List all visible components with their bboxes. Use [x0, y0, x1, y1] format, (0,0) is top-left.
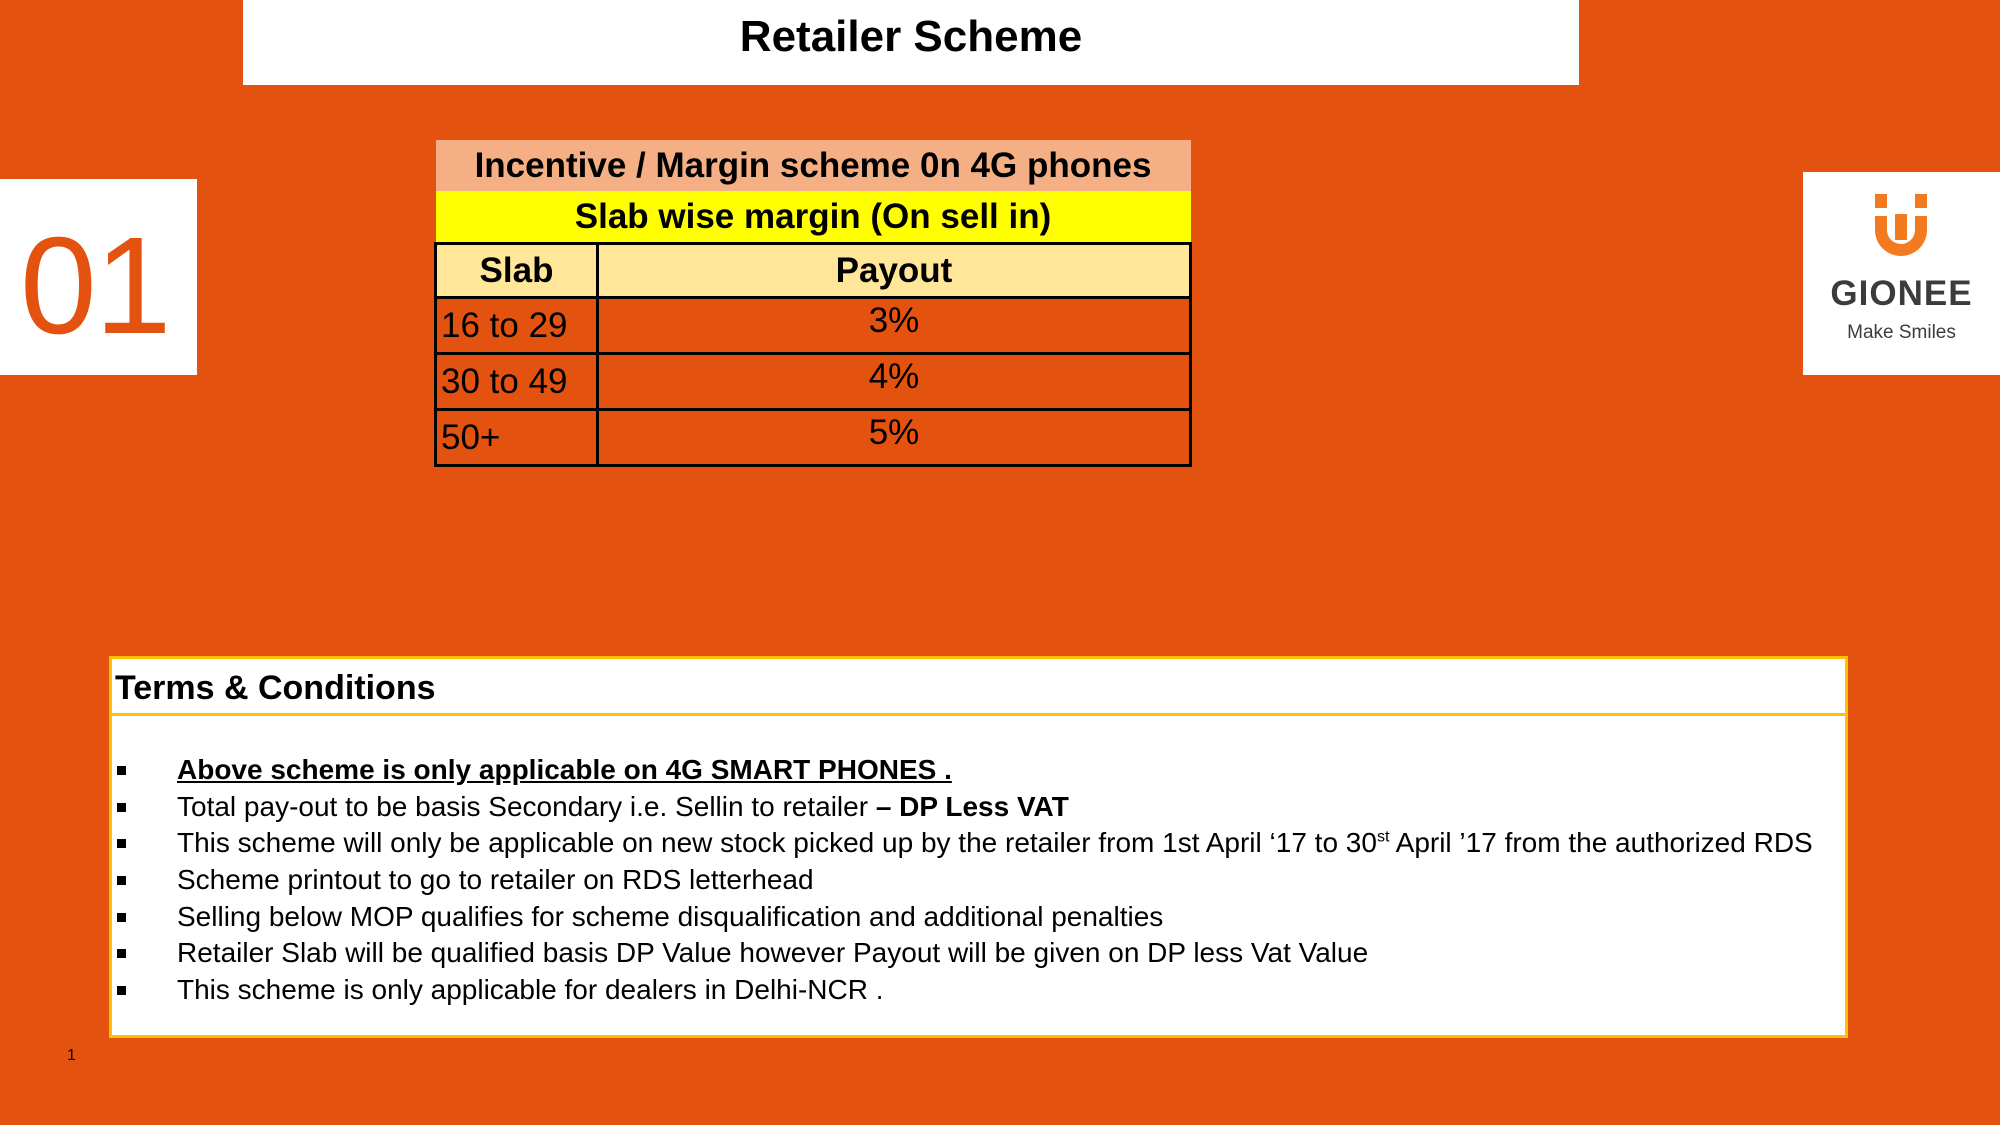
logo-name: GIONEE — [1830, 274, 1973, 313]
bullet-icon — [117, 876, 126, 885]
term-text: Total pay-out to be basis Secondary i.e. Sellin to retailer – DP Less VAT — [177, 790, 1069, 822]
payout-cell: 4% — [598, 354, 1191, 410]
title-bar — [243, 0, 1579, 85]
logo — [1803, 172, 2000, 375]
term-bold-text: – DP Less VAT — [875, 790, 1069, 822]
terms-title: Terms & Conditions — [115, 669, 436, 707]
term-text: Selling below MOP qualifies for scheme disqualification and additional penalties — [177, 900, 1164, 932]
list-item — [112, 752, 1848, 789]
margin-table — [434, 140, 1192, 467]
term-text: Above scheme is only applicable on 4G SMART PHONES . — [177, 754, 952, 785]
table-subtitle: Slab wise margin (On sell in) — [436, 191, 1191, 244]
terms-list — [112, 752, 1848, 1009]
list-item — [112, 899, 1848, 936]
bullet-icon — [117, 949, 126, 958]
list-item — [112, 789, 1848, 826]
slide-number: 01 — [20, 209, 170, 363]
table-row — [436, 354, 1191, 410]
slab-cell: 16 to 29 — [436, 298, 598, 354]
table-column-headers — [436, 244, 1191, 298]
table-subtitle-row — [436, 191, 1191, 244]
table-row — [436, 410, 1191, 466]
bullet-icon — [117, 766, 126, 775]
bullet-icon — [117, 913, 126, 922]
bullet-icon — [117, 986, 126, 995]
table-title: Incentive / Margin scheme 0n 4G phones — [436, 140, 1191, 191]
logo-tagline: Make Smiles — [1847, 322, 1956, 343]
slab-cell: 30 to 49 — [436, 354, 598, 410]
slide-number-box — [0, 179, 197, 375]
table-title-row — [436, 140, 1191, 191]
list-item — [112, 862, 1848, 899]
bullet-icon — [117, 839, 126, 848]
column-header-payout: Payout — [598, 244, 1191, 298]
payout-cell: 5% — [598, 410, 1191, 466]
gionee-logo-icon — [1868, 194, 1934, 264]
terms-header — [112, 659, 1845, 716]
term-text: This scheme is only applicable for dealers in Delhi-NCR . — [177, 974, 884, 1006]
list-item — [112, 825, 1848, 862]
term-text: This scheme will only be applicable on new stock picked up by the retailer from 1st April ‘17 to 30st April ’17 from the authorized RDS — [177, 827, 1813, 859]
table-row — [436, 298, 1191, 354]
page-number: 1 — [67, 1047, 76, 1064]
payout-cell: 3% — [598, 298, 1191, 354]
bullet-icon — [117, 803, 126, 812]
term-text: Retailer Slab will be qualified basis DP Value however Payout will be given on DP less Vat Value — [177, 937, 1369, 969]
slab-cell: 50+ — [436, 410, 598, 466]
column-header-slab: Slab — [436, 244, 598, 298]
list-item — [112, 935, 1848, 972]
term-text: Scheme printout to go to retailer on RDS letterhead — [177, 864, 814, 896]
list-item — [112, 972, 1848, 1009]
terms-box — [109, 656, 1848, 1038]
page-title: Retailer Scheme — [739, 12, 1083, 61]
